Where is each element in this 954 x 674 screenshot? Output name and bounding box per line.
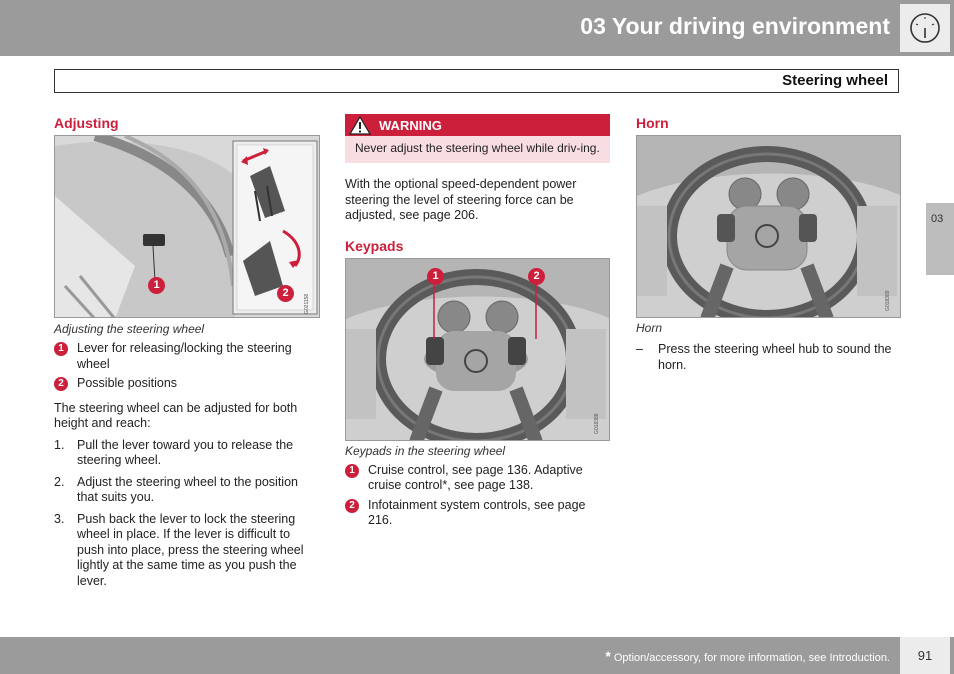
horn-figure <box>636 135 901 318</box>
footnote-text: Option/accessory, for more information, see Introduction. <box>613 652 890 664</box>
figure-marker-2: 2 <box>528 268 545 285</box>
dash-marker: – <box>636 342 643 356</box>
chapter-side-tab-label: 03 <box>931 213 944 225</box>
page-header <box>0 0 954 56</box>
keypads-figure <box>345 258 610 441</box>
legend-text: Lever for releasing/locking the steering wheel <box>77 341 292 371</box>
chapter-icon-box <box>900 4 950 52</box>
keypads-heading: Keypads <box>345 237 404 254</box>
step-item <box>54 512 320 590</box>
footnote <box>605 648 890 664</box>
figure-marker-1: 1 <box>427 268 444 285</box>
step-number: 1. <box>54 437 65 452</box>
legend-badge: 2 <box>345 499 359 513</box>
adjusting-intro: The steering wheel can be adjusted for both height and reach: <box>54 400 298 430</box>
figure-marker-2: 2 <box>277 285 294 302</box>
legend-text: Infotainment system controls, see page 216. <box>368 497 586 527</box>
horn-caption: Horn <box>636 321 663 335</box>
figure-code: G021158 <box>304 293 310 314</box>
adjusting-column <box>54 114 320 589</box>
page-number: 91 <box>900 637 950 674</box>
figure-marker-1: 1 <box>148 277 165 294</box>
step-item <box>54 438 320 469</box>
figure-code: G018388 <box>594 412 600 434</box>
legend-badge: 1 <box>54 342 68 356</box>
horn-heading: Horn <box>636 115 669 131</box>
legend-item <box>345 498 610 529</box>
legend-text: Cruise control, see page 136. Adaptive cruise control*, see page 138. <box>368 462 583 492</box>
page-footer <box>0 637 954 674</box>
legend-item <box>54 341 320 372</box>
steering-wheel-horn-illustration <box>637 136 901 318</box>
horn-item-text: Press the steering wheel hub to sound the horn. <box>658 342 892 372</box>
figure-code: G018389 <box>885 290 891 311</box>
power-steering-text: With the optional speed-dependent power steering the level of steering force can be adjusted, see page 206. <box>345 177 577 222</box>
section-title: Steering wheel <box>782 72 888 89</box>
legend-text: Possible positions <box>77 376 178 390</box>
warning-box <box>345 114 610 163</box>
warning-header <box>345 114 610 136</box>
step-text: Adjust the steering wheel to the position that suits you. <box>77 474 298 504</box>
chapter-side-tab[interactable] <box>926 203 954 275</box>
warning-title: WARNING <box>379 117 442 133</box>
step-text: Push back the lever to lock the steering wheel in place. If the lever is difficult to push into place, press the steering wheel lightly at the same time as you push the lever. <box>77 511 304 588</box>
keypads-column <box>345 114 610 529</box>
horn-item <box>636 342 901 373</box>
legend-item <box>54 376 320 392</box>
step-text: Pull the lever toward you to release the steering wheel. <box>77 437 294 467</box>
step-item <box>54 475 320 506</box>
legend-badge: 2 <box>54 377 68 391</box>
horn-column <box>636 114 901 373</box>
section-bar <box>54 69 899 93</box>
keypads-caption: Keypads in the steering wheel <box>345 443 506 458</box>
legend-badge: 1 <box>345 464 359 478</box>
warning-triangle-icon <box>349 116 371 135</box>
gauge-icon <box>909 12 941 44</box>
chapter-title: 03 Your driving environment <box>580 13 890 39</box>
adjusting-figure <box>54 135 320 318</box>
warning-text: Never adjust the steering wheel while driv-ing. <box>345 136 610 163</box>
adjusting-caption: Adjusting the steering wheel <box>54 322 205 336</box>
footnote-star: * <box>605 648 611 664</box>
adjusting-heading: Adjusting <box>54 115 119 131</box>
legend-item <box>345 463 610 494</box>
step-number: 3. <box>54 511 65 526</box>
adjusting-steps <box>54 438 320 590</box>
steering-wheel-keypads-illustration <box>346 259 610 441</box>
step-number: 2. <box>54 474 65 489</box>
